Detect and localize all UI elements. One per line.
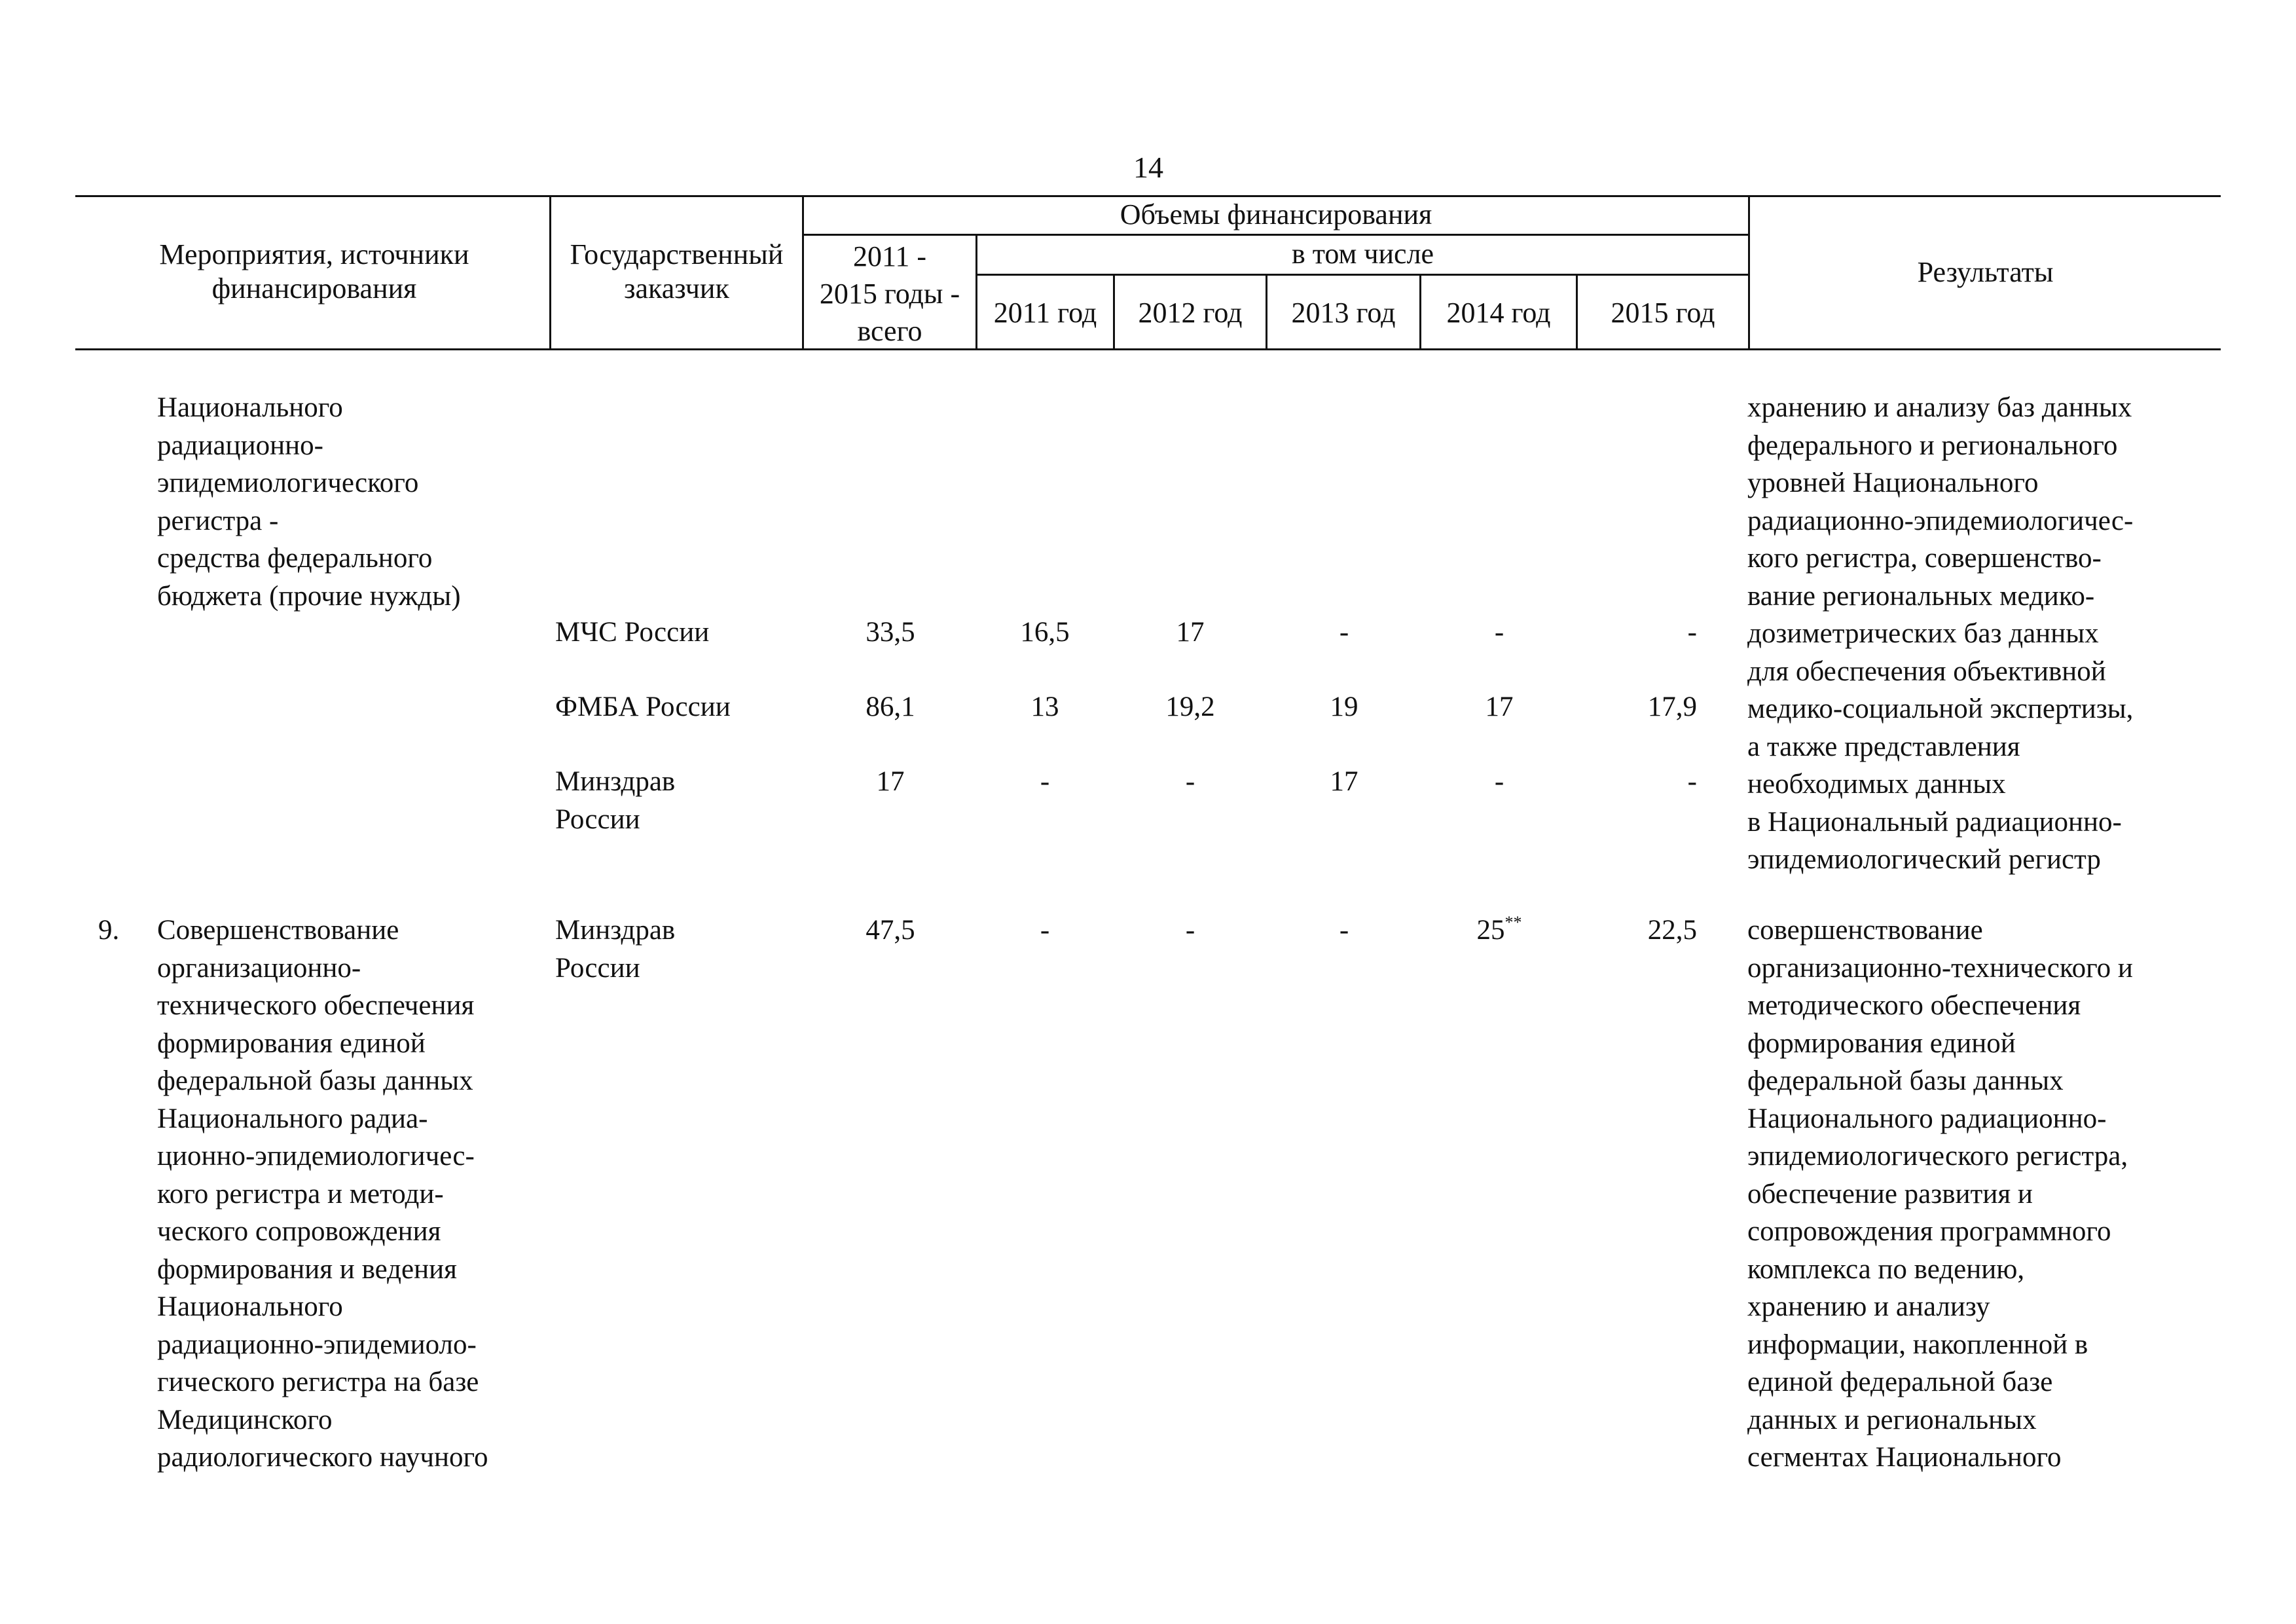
footnote-marker: ** — [1504, 912, 1522, 932]
header-bottom-rule — [75, 348, 2221, 350]
block1-row2-2012: 19,2 — [1165, 692, 1215, 722]
header-year-2014: 2014 год — [1446, 297, 1551, 329]
header-year-2012: 2012 год — [1138, 297, 1243, 329]
block1-row3-2015: - — [1687, 766, 1697, 797]
item9-customer: Минздрав России — [555, 915, 676, 984]
block1-row2-2014: 17 — [1485, 692, 1514, 722]
item9-result-text: совершенствование организационно-технического и методического обеспечения формирования единой федеральной базы данных Национального радиационно- эпидемиологического регистра, обеспечение развития и сопровождения программного комплекса по ведению, хранению и анализу информации, накопленной в единой федеральной базе данных и региональных сегментах Национального — [1747, 915, 2133, 1473]
block1-row3-2013: 17 — [1330, 766, 1358, 797]
block1-measure-text: Национального радиационно- эпидемиологического регистра - средства федерального бюджета (прочие нужды) — [157, 392, 461, 612]
block1-row2-customer: ФМБА России — [555, 692, 731, 722]
item9-measure-text: Совершенствование организационно- технического обеспечения формирования единой федеральной базы данных Национального радиа- ционно-эпидемиологичес- кого регистра и методи- ческого сопровождения формирования и ведения Национального радиационно-эпидемиоло- гического регистра на базе Медицинского радиологического научного — [157, 915, 488, 1473]
block1-row2-total: 86,1 — [866, 692, 915, 722]
item9-total: 47,5 — [866, 915, 915, 946]
block1-row1-2013: - — [1339, 617, 1349, 648]
header-year-2011: 2011 год — [993, 297, 1097, 329]
block1-row3-total: 17 — [876, 766, 905, 797]
block1-row2-2011: 13 — [1030, 692, 1059, 722]
block1-row3-customer: Минздрав России — [555, 766, 676, 835]
header-year-2013: 2013 год — [1291, 297, 1396, 329]
block1-row3-2012: - — [1185, 766, 1195, 797]
item9-2013: - — [1339, 915, 1349, 946]
block1-row3-2014: - — [1494, 766, 1504, 797]
item9-2012: - — [1185, 915, 1195, 946]
including-rule — [977, 274, 1750, 276]
block1-row1-2012: 17 — [1176, 617, 1205, 648]
item9-2015: 22,5 — [1647, 915, 1697, 946]
header-year-2015: 2015 год — [1611, 297, 1715, 329]
block1-row2-2013: 19 — [1330, 692, 1358, 722]
block1-row2-2015: 17,9 — [1647, 692, 1697, 722]
header-top-rule — [75, 195, 2221, 197]
header-customer: Государственный заказчик — [570, 238, 784, 304]
block1-row1-2011: 16,5 — [1020, 617, 1070, 648]
header-results: Результаты — [1917, 256, 2054, 288]
page-number: 14 — [1133, 151, 1163, 184]
block1-row1-customer: МЧС России — [555, 617, 710, 648]
header-funding: Объемы финансирования — [1120, 198, 1432, 231]
block1-row1-total: 33,5 — [866, 617, 915, 648]
block1-result-text: хранению и анализу баз данных федерального и регионального уровней Национального радиационно-эпидемиологичес- кого регистра, совершенство- вание региональных медико- дозиметрических баз данных для обеспечения объективной медико-социальной экспертизы, а также представления необходимых данных в Национальный радиационно- эпидемиологический регистр — [1747, 392, 2134, 875]
header-including: в том числе — [1291, 238, 1434, 270]
header-measures: Мероприятия, источники финансирования — [159, 238, 469, 304]
block1-row1-2014: - — [1494, 617, 1504, 648]
item9-number: 9. — [98, 915, 120, 946]
block1-row3-2011: - — [1040, 766, 1050, 797]
item9-2014: 25 — [1476, 915, 1505, 946]
item9-2014-cell — [1434, 912, 1565, 950]
item9-2011: - — [1040, 915, 1050, 946]
header-total: 2011 - 2015 годы - всего — [819, 240, 960, 347]
funding-rule — [802, 234, 1750, 236]
block1-row1-2015: - — [1687, 617, 1697, 648]
